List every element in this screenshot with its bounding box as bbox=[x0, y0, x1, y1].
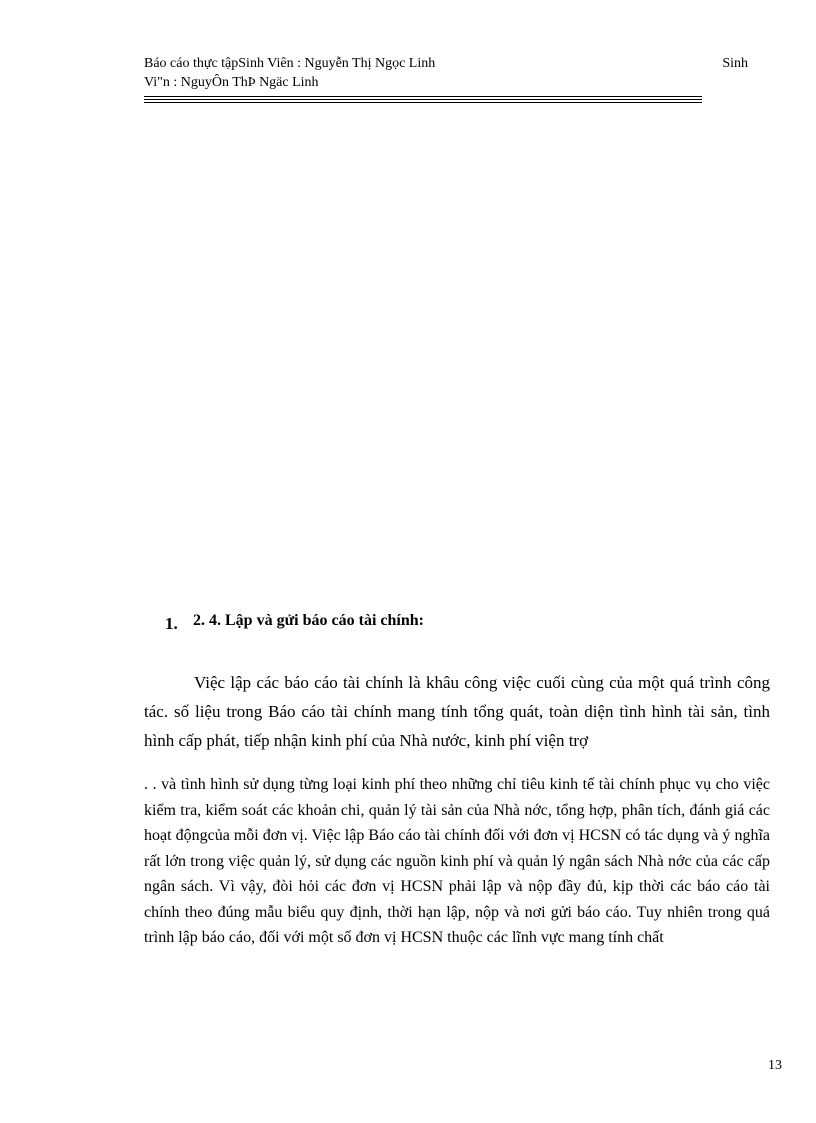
header-line-1 bbox=[144, 54, 748, 73]
header-right-text: Sinh bbox=[722, 56, 748, 71]
page-header bbox=[144, 54, 748, 92]
body-paragraph-lead: Việc lập các báo cáo tài chính là khâu công việc cuối cùng của một quá trình công tác. số liệu trong Báo cáo tài chính mang tính tổng quát, toàn diện tình hình tài sản, tình hình cấp phát, tiếp nhận kinh phí của Nhà nước, kinh phí viện trợ bbox=[144, 673, 770, 750]
header-title: Báo cáo thực tậpSinh Viên : Nguyễn Thị Ngọc Linh bbox=[144, 56, 436, 71]
header-line-2: Vi"n : NguyÔn ThÞ Ngäc Linh bbox=[144, 75, 319, 90]
section-number: 1. bbox=[165, 614, 178, 633]
section-title: 2. 4. Lập và gửi báo cáo tài chính: bbox=[193, 612, 424, 629]
section-heading bbox=[165, 610, 424, 633]
header-rule bbox=[144, 99, 702, 100]
page-number: 13 bbox=[768, 1058, 782, 1073]
header-rule bbox=[144, 102, 702, 103]
header-rule bbox=[144, 96, 702, 97]
body-paragraph: . . và tình hình sử dụng từng loại kinh phí theo những chỉ tiêu kinh tế tài chính phục vụ cho việc kiểm tra, kiểm soát các khoản chi, quản lý tài sản của Nhà nớc, tổng hợp, phân tích, đánh giá các hoạt độngcủa mỗi đơn vị. Việc lập Báo cáo tài chính đối với đơn vị HCSN có tác dụng và ý nghĩa rất lớn trong việc quản lý, sử dụng các nguồn kinh phí và quản lý ngân sách Nhà nớc của các cấp ngân sách. Vì vậy, đòi hỏi các đơn vị HCSN phải lập và nộp đầy đủ, kịp thời các báo cáo tài chính theo đúng mẫu biểu quy định, thời hạn lập, nộp và nơi gửi báo cáo. Tuy nhiên trong quá trình lập báo cáo, đối với một số đơn vị HCSN thuộc các lĩnh vực mang tính chất bbox=[144, 776, 770, 946]
